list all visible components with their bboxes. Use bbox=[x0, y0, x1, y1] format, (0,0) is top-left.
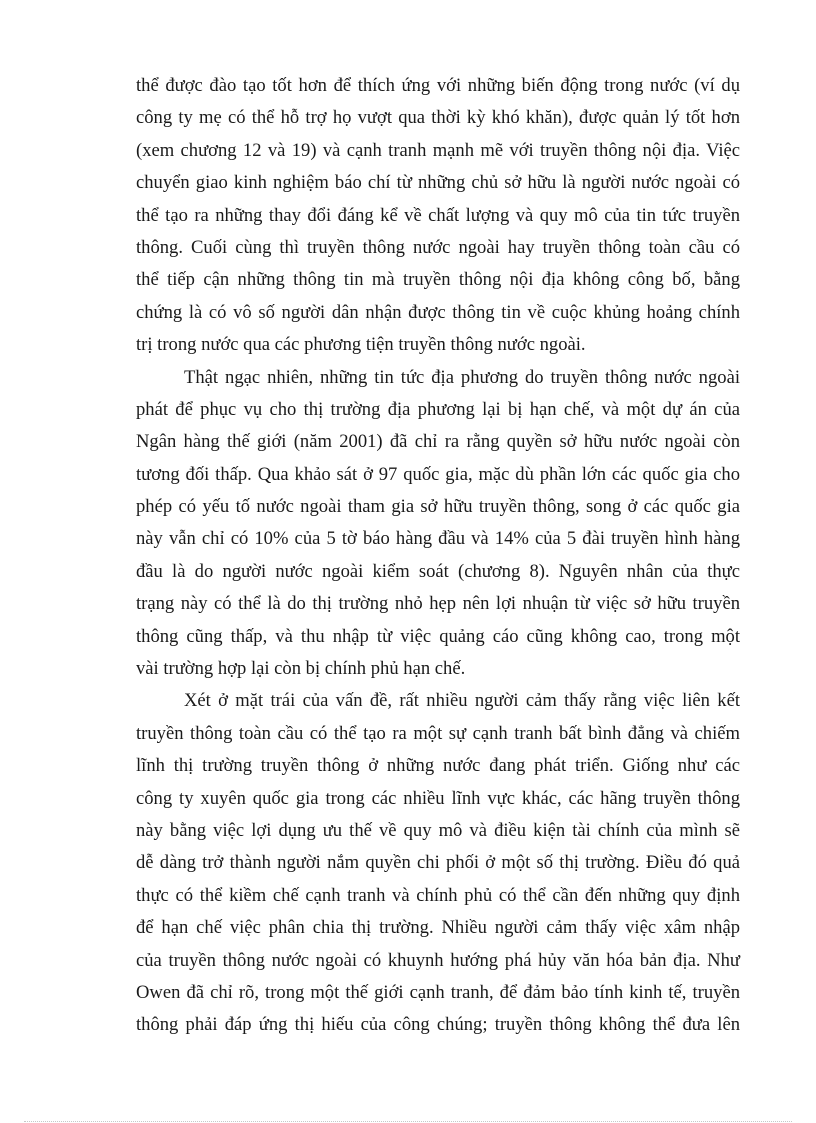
text-line: thể được đào tạo tốt hơn để thích ứng với những biến động trong nước (ví dụ bbox=[136, 75, 740, 96]
text-line: này bằng việc lợi dụng ưu thế về quy mô và điều kiện tài chính của mình sẽ bbox=[136, 819, 740, 841]
text-line: đầu là do người nước ngoài kiểm soát (chương 8). Nguyên nhân của thực bbox=[136, 560, 740, 582]
document-page bbox=[136, 70, 740, 1042]
text-line: phép có yếu tố nước ngoài tham gia sở hữu truyền thông, song ở các quốc gia bbox=[136, 496, 740, 518]
text-line: truyền thông toàn cầu có thể tạo ra một sự cạnh tranh bất bình đẳng và chiếm bbox=[136, 722, 740, 744]
paragraph-1 bbox=[136, 70, 740, 362]
text-line: thể tiếp cận những thông tin mà truyền thông nội địa không công bố, bằng bbox=[136, 269, 740, 291]
text-line: thông. Cuối cùng thì truyền thông nước ngoài hay truyền thông toàn cầu có bbox=[136, 236, 740, 258]
text-line: công ty xuyên quốc gia trong các nhiều lĩnh vực khác, các hãng truyền thông bbox=[136, 787, 740, 809]
text-line: công ty mẹ có thể hỗ trợ họ vượt qua thời kỳ khó khăn), được quản lý tốt hơn bbox=[136, 107, 740, 129]
text-line: phát để phục vụ cho thị trường địa phương lại bị hạn chế, và một dự án của bbox=[136, 398, 740, 420]
text-line: thực có thể kiềm chế cạnh tranh và chính phủ có thể cần đến những quy định bbox=[136, 884, 740, 906]
text-line: trạng này có thể là do thị trường nhỏ hẹp nên lợi nhuận từ việc sở hữu truyền bbox=[136, 593, 740, 615]
paragraph-2 bbox=[136, 362, 740, 686]
text-line: Thật ngạc nhiên, những tin tức địa phương do truyền thông nước ngoài bbox=[184, 366, 740, 388]
text-line: tương đối thấp. Qua khảo sát ở 97 quốc gia, mặc dù phần lớn các quốc gia cho bbox=[136, 463, 740, 485]
text-line: Owen đã chỉ rõ, trong một thế giới cạnh tranh, để đảm bảo tính kinh tế, truyền bbox=[136, 981, 740, 1003]
text-line: chứng là có vô số người dân nhận được thông tin về cuộc khủng hoảng chính bbox=[136, 301, 740, 323]
text-line: này vẫn chỉ có 10% của 5 tờ báo hàng đầu và 14% của 5 đài truyền hình hàng bbox=[136, 528, 740, 550]
text-line: (xem chương 12 và 19) và cạnh tranh mạnh mẽ với truyền thông nội địa. Việc bbox=[136, 139, 740, 161]
text-line: chuyển giao kinh nghiệm báo chí từ những chủ sở hữu là người nước ngoài có bbox=[136, 172, 740, 194]
text-line: lĩnh thị trường truyền thông ở những nước đang phát triển. Giống như các bbox=[136, 755, 740, 777]
text-line: thể tạo ra những thay đổi đáng kể về chất lượng và quy mô của tin tức truyền bbox=[136, 204, 740, 226]
text-line: dễ dàng trở thành người nắm quyền chi phối ở một số thị trường. Điều đó quả bbox=[136, 852, 740, 874]
text-line: để hạn chế việc phân chia thị trường. Nhiều người cảm thấy việc xâm nhập bbox=[136, 917, 740, 939]
text-line: Ngân hàng thế giới (năm 2001) đã chỉ ra rằng quyền sở hữu nước ngoài còn bbox=[136, 431, 740, 453]
text-line: Xét ở mặt trái của vấn đề, rất nhiều người cảm thấy rằng việc liên kết bbox=[184, 690, 740, 712]
paragraph-3 bbox=[136, 685, 740, 1041]
text-line: trị trong nước qua các phương tiện truyền thông nước ngoài. bbox=[136, 334, 586, 356]
text-line: vài trường hợp lại còn bị chính phủ hạn chế. bbox=[136, 658, 466, 680]
text-line: của truyền thông nước ngoài có khuynh hướng phá hủy văn hóa bản địa. Như bbox=[136, 949, 740, 971]
text-line: thông cũng thấp, và thu nhập từ việc quảng cáo cũng không cao, trong một bbox=[136, 625, 740, 647]
text-line: thông phải đáp ứng thị hiếu của công chúng; truyền thông không thể đưa lên bbox=[136, 1014, 740, 1036]
page-bottom-divider bbox=[24, 1121, 792, 1122]
